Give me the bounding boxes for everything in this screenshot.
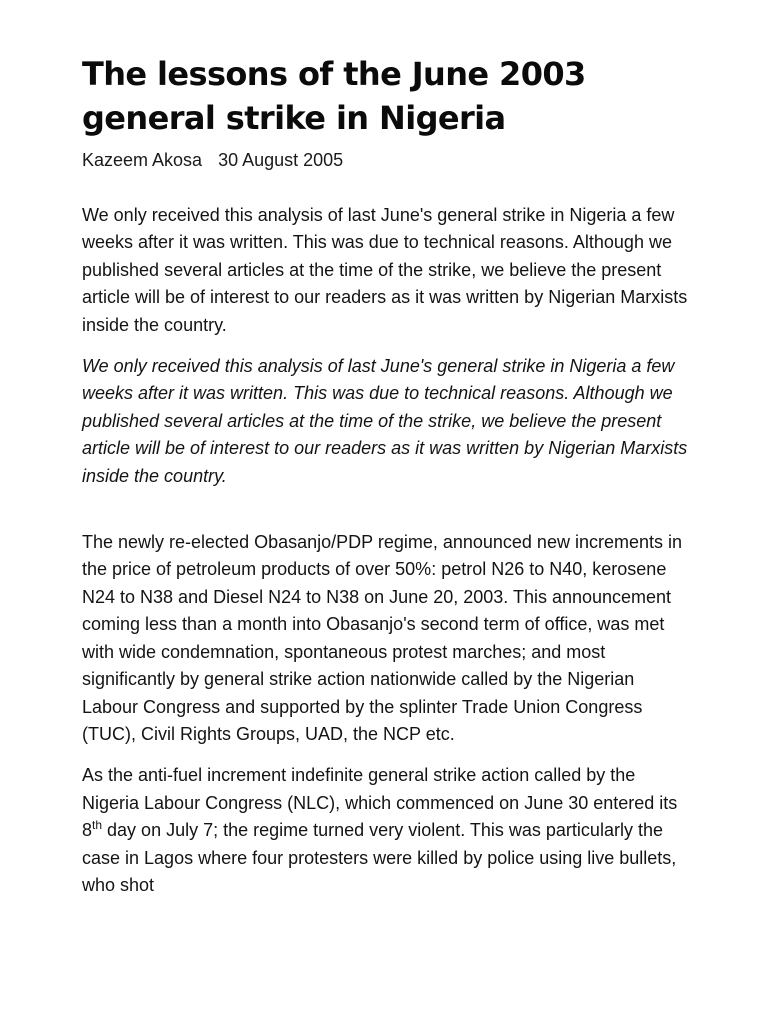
article-body (82, 202, 694, 899)
article-title: The lessons of the June 2003 general strike in Nigeria (82, 55, 586, 137)
body-paragraph-2 (82, 762, 694, 899)
publish-date: 30 August 2005 (218, 150, 344, 170)
article (82, 52, 694, 913)
author-name[interactable]: Kazeem Akosa (82, 150, 203, 170)
body-paragraph-1: The newly re-elected Obasanjo/PDP regime, announced new increments in the price of petroleum products of over 50%: petrol N26 to N40, kerosene N24 to N38 and Diesel N24 to N38 on June 20, 2003. This announcement coming less than a month into Obasanjo's second term of office, was met with wide condemnation, spontaneous protest marches; and most significantly by general strike action nationwide called by the Nigerian Labour Congress and supported by the splinter Trade Union Congress (TUC), Civil Rights Groups, UAD, the NCP etc. (82, 532, 682, 744)
body-paragraph-2-text-b: day on July 7; the regime turned very violent. This was particularly the case in Lagos where four protesters were killed by police using live bullets, who shot (82, 820, 677, 895)
ordinal-suffix: th (92, 818, 103, 833)
body-paragraph-2-text-a: As the anti-fuel increment indefinite general strike action called by the Nigeria Labour Congress (NLC), which commenced on June 30 entered its 8 (82, 765, 678, 841)
intro-italic-paragraph: We only received this analysis of last June's general strike in Nigeria a few weeks after it was written. This was due to technical reasons. Although we published several articles at the time of the strike, we believe the present article will be of interest to our readers as it was written by Nigerian Marxists inside the country. (82, 356, 688, 486)
byline (82, 148, 694, 172)
intro-paragraph: We only received this analysis of last June's general strike in Nigeria a few weeks after it was written. This was due to technical reasons. Although we published several articles at the time of the strike, we believe the present article will be of interest to our readers as it was written by Nigerian Marxists inside the country. (82, 205, 688, 335)
